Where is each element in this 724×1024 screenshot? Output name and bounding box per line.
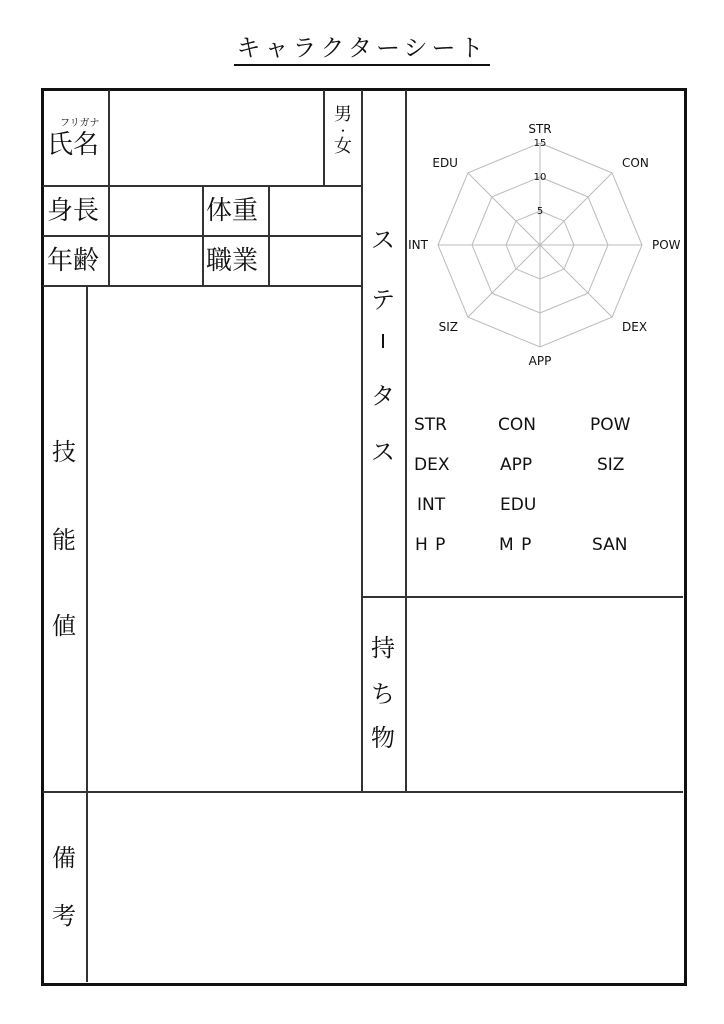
sex-male-label: 男 (334, 104, 352, 125)
stat-app: APP (500, 455, 533, 475)
radar-tick-15: 15 (533, 138, 547, 149)
name-field[interactable] (110, 92, 322, 184)
notes-field[interactable] (88, 793, 681, 980)
title-underline (234, 64, 490, 66)
notes-char: 備 (52, 844, 76, 872)
weight-label: 体重 (206, 196, 259, 226)
belongings-char: 物 (371, 724, 395, 752)
radar-axis-label-app: APP (528, 354, 552, 368)
skills-char: 値 (52, 612, 76, 640)
divider (361, 90, 363, 792)
stat-mp: M P (499, 535, 533, 555)
belongings-char: 持 (371, 634, 395, 662)
sheet-title: キャラクターシート (236, 34, 488, 62)
stat-int: INT (417, 495, 446, 515)
sex-female-label: 女 (334, 136, 352, 157)
occupation-field[interactable] (270, 237, 360, 284)
status-char: ス (371, 226, 395, 254)
stat-con: CON (498, 415, 536, 435)
sex-separator: ・ (336, 124, 349, 138)
age-field[interactable] (110, 237, 201, 284)
age-label: 年齢 (47, 246, 100, 276)
name-label: 氏名 (47, 130, 100, 160)
stat-str: STR (414, 415, 447, 435)
status-char: タ (371, 382, 395, 410)
skills-field[interactable] (88, 287, 360, 790)
status-char (368, 334, 398, 351)
radar-axis-label-str: STR (528, 122, 552, 136)
status-char: ス (371, 438, 395, 466)
radar-tick-5: 5 (536, 206, 544, 217)
height-label: 身長 (47, 196, 100, 226)
height-field[interactable] (110, 187, 201, 234)
stat-hp: H P (415, 535, 447, 555)
radar-spoke-edu (468, 173, 540, 245)
sex-selector[interactable] (325, 104, 361, 158)
stat-siz: SIZ (597, 455, 625, 475)
radar-axis-label-siz: SIZ (438, 320, 458, 335)
radar-spoke-con (540, 173, 612, 245)
belongings-char: ち (371, 680, 395, 708)
stat-edu: EDU (500, 495, 537, 515)
radar-axis-label-edu: EDU (432, 155, 458, 170)
stat-san: SAN (592, 535, 628, 555)
radar-axis-label-dex: DEX (622, 320, 648, 335)
belongings-field[interactable] (407, 598, 681, 790)
radar-spoke-dex (540, 245, 612, 317)
weight-field[interactable] (270, 187, 360, 234)
radar-spoke-siz (468, 245, 540, 317)
radar-axis-label-pow: POW (652, 238, 681, 252)
radar-tick-10: 10 (533, 172, 547, 183)
radar-axis-label-con: CON (622, 155, 649, 170)
notes-char: 考 (52, 902, 76, 930)
status-radar-chart (405, 112, 681, 374)
occupation-label: 職業 (206, 246, 259, 276)
furigana-label: フリガナ (60, 118, 100, 129)
status-char: テ (371, 286, 395, 314)
skills-char: 技 (52, 438, 76, 466)
stat-dex: DEX (414, 455, 450, 475)
skills-char: 能 (52, 526, 76, 554)
stat-pow: POW (590, 415, 631, 435)
radar-axis-label-int: INT (408, 238, 428, 252)
